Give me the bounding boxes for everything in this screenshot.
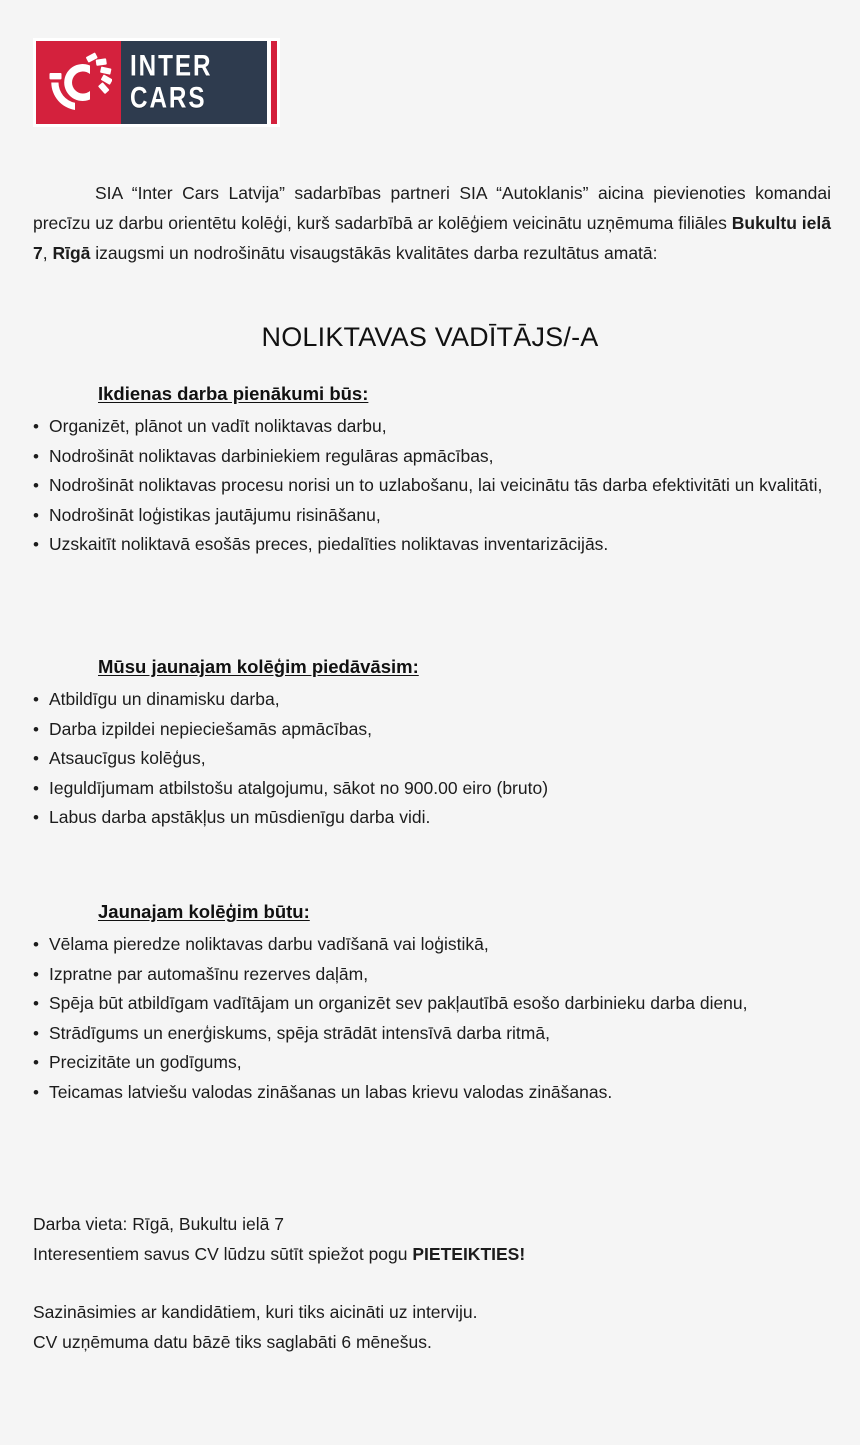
section-we-offer [33, 656, 833, 833]
section-heading: Mūsu jaunajam kolēģim piedāvāsim: [98, 656, 419, 677]
list-item: • Vēlama pieredze noliktavas darbu vadīšanā vai loģistikā, [33, 930, 833, 960]
section-daily-duties [33, 383, 833, 560]
offer-list [33, 685, 833, 833]
list-item: • Izpratne par automašīnu rezerves daļām, [33, 960, 833, 990]
list-item: • Spēja būt atbildīgam vadītājam un organizēt sev pakļautībā esošo darbinieku darba dienu, [33, 989, 833, 1019]
list-item: • Teicamas latviešu valodas zināšanas un labas krievu valodas zināšanas. [33, 1078, 833, 1108]
footer-block [33, 1210, 833, 1357]
list-item: • Labus darba apstākļus un mūsdienīgu darba vidi. [33, 803, 833, 833]
intro-bold-address: Bukultu ielā 7 [33, 212, 831, 263]
list-item: • Strādīgums un enerģiskums, spēja strādāt intensīvā darba ritmā, [33, 1019, 833, 1049]
list-item: • Atbildīgu un dinamisku darba, [33, 685, 833, 715]
list-item: • Nodrošināt loģistikas jautājumu risināšanu, [33, 501, 833, 531]
intro-bold-city: Rīgā [52, 242, 91, 263]
list-item: • Ieguldījumam atbilstošu atalgojumu, sākot no 900.00 eiro (bruto) [33, 774, 833, 804]
contact-notice-line: Sazināsimies ar kandidātiem, kuri tiks aicināti uz interviju. [33, 1302, 478, 1322]
section-heading: Ikdienas darba pienākumi būs: [98, 383, 369, 404]
data-retention-line: CV uzņēmuma datu bāzē tiks saglabāti 6 mēnešus. [33, 1331, 432, 1352]
apply-button-label[interactable]: PIETEIKTIES! [412, 1243, 526, 1264]
page-title: NOLIKTAVAS VADĪTĀJS/-A [261, 322, 599, 353]
logo-red-panel [36, 41, 121, 124]
list-item: • Darba izpildei nepieciešamās apmācības, [33, 715, 833, 745]
section-heading: Jaunajam kolēģim būtu: [98, 901, 310, 922]
inter-cars-logo [33, 38, 280, 127]
intro-text-before-bold: SIA “Inter Cars Latvija” sadarbības partneri SIA “Autoklanis” aicina pievienoties komandai precīzu uz darbu orientētu kolēģi, kurš sadarbībā ar kolēģiem veicinātu uzņēmuma filiāles [33, 182, 831, 233]
list-item: • Organizēt, plānot un vadīt noliktavas darbu, [33, 412, 833, 442]
apply-instruction-text: Interesentiem savus CV lūdzu sūtīt spiežot pogu [33, 1243, 413, 1264]
work-location-line: Darba vieta: Rīgā, Bukultu ielā 7 [33, 1214, 284, 1234]
apply-instruction-line [33, 1240, 833, 1270]
list-item: • Nodrošināt noliktavas darbiniekiem regulāras apmācības, [33, 442, 833, 472]
logo-wordmark-inter: INTER [130, 49, 213, 83]
section-requirements [33, 901, 833, 1107]
requirements-list [33, 930, 833, 1107]
duties-list [33, 412, 833, 560]
footer-spacer [33, 1269, 833, 1298]
list-item: • Precizitāte un godīgums, [33, 1048, 833, 1078]
intro-text-after-bold: izaugsmi un nodrošinātu visaugstākās kvalitātes darba rezultātus amatā: [90, 242, 658, 263]
logo-inner [36, 41, 277, 124]
intro-text-between: , [42, 242, 53, 263]
list-item: • Uzskaitīt noliktavā esošās preces, piedalīties noliktavas inventarizācijās. [33, 530, 833, 560]
logo-wordmark-cars: CARS [130, 81, 207, 115]
inter-cars-c-icon [46, 49, 112, 116]
logo-navy-panel [121, 41, 267, 124]
list-item: • Atsaucīgus kolēģus, [33, 744, 833, 774]
list-item: • Nodrošināt noliktavas procesu norisi un to uzlabošanu, lai veicinātu tās darba efektivitāti un kvalitāti, [33, 471, 833, 501]
logo-red-accent-bar [271, 41, 277, 124]
intro-paragraph [33, 178, 831, 268]
